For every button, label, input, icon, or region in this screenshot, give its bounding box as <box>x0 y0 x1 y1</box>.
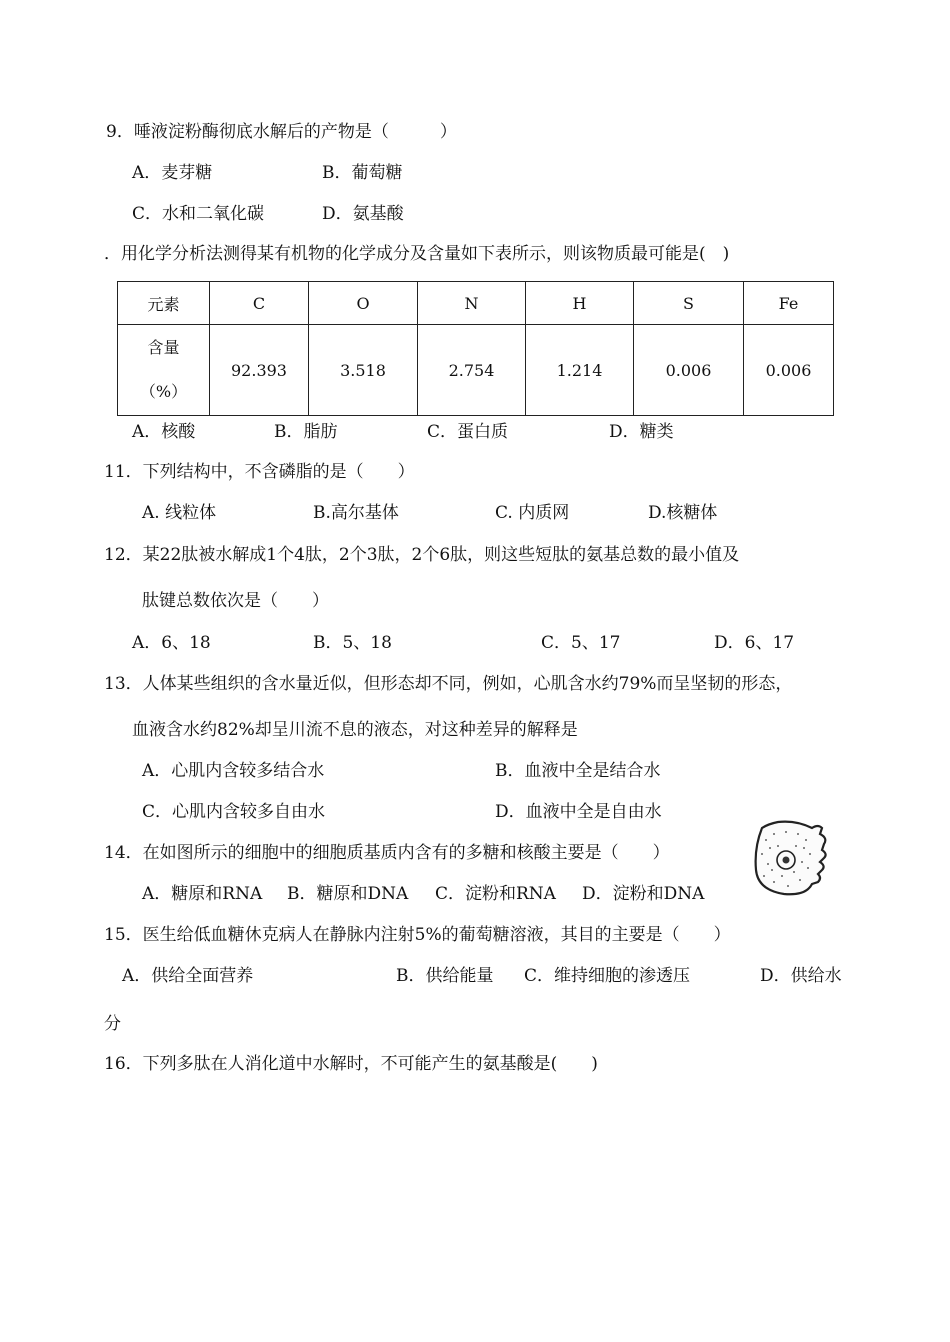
table-header: 元素 <box>118 282 210 325</box>
q14-option-d[interactable]: D．淀粉和DNA <box>582 884 705 904</box>
q12-option-c[interactable]: C．5、17 <box>541 633 621 653</box>
q9-option-a[interactable]: A．麦芽糖 <box>132 163 213 183</box>
q13-option-a[interactable]: A．心肌内含较多结合水 <box>142 761 325 781</box>
q16-stem: 16．下列多肽在人消化道中水解时，不可能产生的氨基酸是( ) <box>104 1054 598 1074</box>
q13-option-c[interactable]: C．心肌内含较多自由水 <box>142 802 326 822</box>
q14-option-b[interactable]: B．糖原和DNA <box>287 884 409 904</box>
q14-stem: 14．在如图所示的细胞中的细胞质基质内含有的多糖和核酸主要是（ ） <box>104 843 670 863</box>
q12-stem-line2: 肽键总数依次是（ ） <box>142 591 329 611</box>
q10-option-d[interactable]: D．糖类 <box>609 422 674 442</box>
q14-option-c[interactable]: C．淀粉和RNA <box>435 884 556 904</box>
table-cell: 92.393 <box>210 325 309 416</box>
q15-option-a[interactable]: A．供给全面营养 <box>122 966 254 986</box>
table-header: Fe <box>744 282 834 325</box>
table-header: H <box>526 282 634 325</box>
q11-stem: 11．下列结构中，不含磷脂的是（ ） <box>104 462 415 482</box>
table-cell: 1.214 <box>526 325 634 416</box>
q10-option-a[interactable]: A．核酸 <box>132 422 196 442</box>
table-cell: 3.518 <box>309 325 418 416</box>
cell-membrane <box>756 822 826 895</box>
cell-figure <box>748 818 830 900</box>
q15-option-d[interactable]: D．供给水 <box>760 966 842 986</box>
composition-table <box>117 281 834 416</box>
q10-option-b[interactable]: B．脂肪 <box>274 422 338 442</box>
q11-option-b[interactable]: B.高尔基体 <box>313 503 399 523</box>
q9-option-d[interactable]: D．氨基酸 <box>322 204 404 224</box>
row-label-content: 含量 <box>147 338 180 357</box>
table-header-row <box>118 282 834 325</box>
q15-option-c[interactable]: C．维持细胞的渗透压 <box>524 966 691 986</box>
q12-option-d[interactable]: D．6、17 <box>714 633 795 653</box>
table-row <box>118 325 834 416</box>
table-header: S <box>634 282 744 325</box>
table-cell: 2.754 <box>418 325 526 416</box>
q12-option-b[interactable]: B．5、18 <box>313 633 392 653</box>
nucleolus <box>783 857 790 864</box>
q15-option-d-wrap: 分 <box>104 1014 121 1034</box>
q9-option-b[interactable]: B．葡萄糖 <box>322 163 403 183</box>
q13-option-d[interactable]: D．血液中全是自由水 <box>495 802 662 822</box>
table-header: O <box>309 282 418 325</box>
q9-option-c[interactable]: C．水和二氧化碳 <box>132 204 265 224</box>
q13-stem-line2: 血液含水约82%却呈川流不息的液态，对这种差异的解释是 <box>132 720 578 740</box>
q15-option-b[interactable]: B．供给能量 <box>396 966 494 986</box>
table-header: N <box>418 282 526 325</box>
q10-stem: ．用化学分析法测得某有机物的化学成分及含量如下表所示，则该物质最可能是( ) <box>104 244 730 264</box>
q11-option-c[interactable]: C. 内质网 <box>495 503 570 523</box>
q11-option-a[interactable]: A. 线粒体 <box>142 503 217 523</box>
table-header: C <box>210 282 309 325</box>
table-cell: 0.006 <box>634 325 744 416</box>
q12-option-a[interactable]: A．6、18 <box>132 633 211 653</box>
q9-stem: 9．唾液淀粉酶彻底水解后的产物是（ ） <box>106 122 457 142</box>
q13-option-b[interactable]: B．血液中全是结合水 <box>495 761 661 781</box>
q10-option-c[interactable]: C．蛋白质 <box>427 422 509 442</box>
q11-option-d[interactable]: D.核糖体 <box>648 503 718 523</box>
q15-stem: 15．医生给低血糖休克病人在静脉内注射5%的葡萄糖溶液，其目的主要是（ ） <box>104 925 731 945</box>
q13-stem-line1: 13．人体某些组织的含水量近似，但形态却不同，例如，心肌含水约79%而呈坚韧的形态， <box>104 674 793 694</box>
q14-option-a[interactable]: A．糖原和RNA <box>142 884 263 904</box>
q12-stem-line1: 12．某22肽被水解成1个4肽，2个3肽，2个6肽，则这些短肽的氨基总数的最小值及 <box>104 545 740 565</box>
table-row-label <box>118 325 210 416</box>
row-label-unit: （%） <box>139 382 188 401</box>
table-cell: 0.006 <box>744 325 834 416</box>
